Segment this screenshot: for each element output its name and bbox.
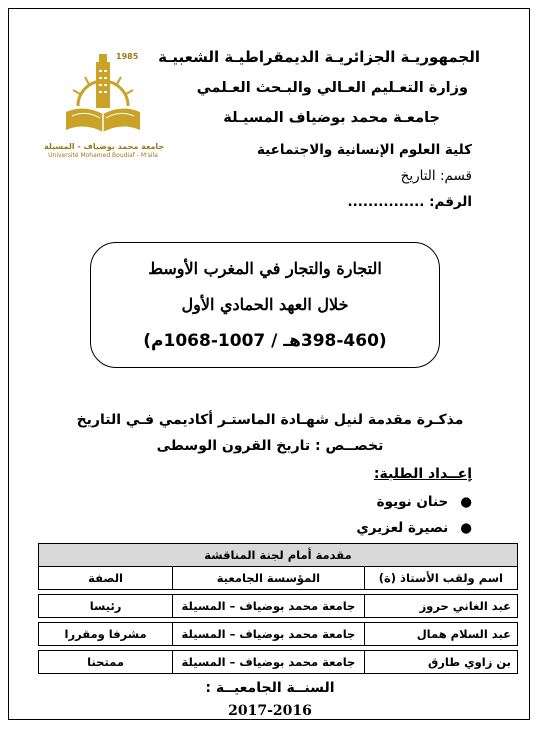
academic-year-label: السنــة الجامعيــة : <box>205 680 335 696</box>
reference-number: الرقم: ............... <box>347 194 472 210</box>
faculty-name: كلية العلوم الإنسانية والاجتماعية <box>256 142 472 158</box>
bullet-icon: ● <box>460 520 472 536</box>
logo-emblem-icon <box>44 50 162 142</box>
university-name: جامعـة محمد بوضياف المسيـلة <box>223 110 440 126</box>
logo-name-arabic: جامعة محمد بوضياف - المسيلة <box>44 142 165 151</box>
header-role: الصفة <box>39 567 173 590</box>
jury-table <box>38 543 518 674</box>
table-row <box>39 651 518 674</box>
student-item <box>356 520 472 536</box>
student-name: نصيرة لعزيري <box>356 520 449 536</box>
logo-year: 1985 <box>116 52 139 61</box>
institution-name: جامعة محمد بوضياف – المسيلة <box>173 623 365 646</box>
thesis-title-dates: (398-460هـ / 1007-1068م) <box>143 331 387 351</box>
department-name: قسم: التاريخ <box>400 168 472 184</box>
institution-name: جامعة محمد بوضياف – المسيلة <box>173 595 365 618</box>
header-institution: المؤسسة الجامعية <box>173 567 365 590</box>
jury-role: مشرفا ومقررا <box>39 623 173 646</box>
logo-name-french: Université Mohamed Boudiaf - M'sila <box>48 152 158 159</box>
specialization: تخصــص : تاريخ القرون الوسطى <box>156 438 384 454</box>
table-row <box>39 595 518 618</box>
student-name: حنان نويوة <box>376 494 449 510</box>
professor-name: عبد السلام همال <box>364 623 517 646</box>
table-row <box>39 623 518 646</box>
jury-role: ممتحنا <box>39 651 173 674</box>
republic-name: الجمهوريـة الجزائريـة الديمقراطيـة الشعبيـة <box>158 48 480 66</box>
jury-caption: مقدمة أمام لجنة المناقشة <box>39 544 518 567</box>
professor-name: بن زاوي طارق <box>364 651 517 674</box>
header-professor: اسم ولقب الأستاذ (ة) <box>364 567 517 590</box>
jury-header-row <box>39 567 518 590</box>
institution-name: جامعة محمد بوضياف – المسيلة <box>173 651 365 674</box>
thesis-title-line2: خلال العهد الحمادي الأول <box>181 295 349 314</box>
student-item <box>377 494 472 510</box>
thesis-title-box <box>90 242 440 368</box>
academic-year-value: 2017-2016 <box>228 703 312 719</box>
jury-role: رئيسا <box>39 595 173 618</box>
professor-name: عبد الغاني حروز <box>364 595 517 618</box>
ministry-name: وزارة التعـليم العـالي والبـحث العـلمي <box>196 80 468 96</box>
students-label: إعــداد الطلبة: <box>373 466 472 482</box>
thesis-title-line1: التجارة والتجار في المغرب الأوسط <box>148 259 382 278</box>
bullet-icon: ● <box>460 494 472 510</box>
university-logo <box>44 50 165 162</box>
degree-statement: مذكـرة مقدمة لنيل شهـادة الماستـر أكاديمي فـي التاريخ <box>76 412 464 428</box>
